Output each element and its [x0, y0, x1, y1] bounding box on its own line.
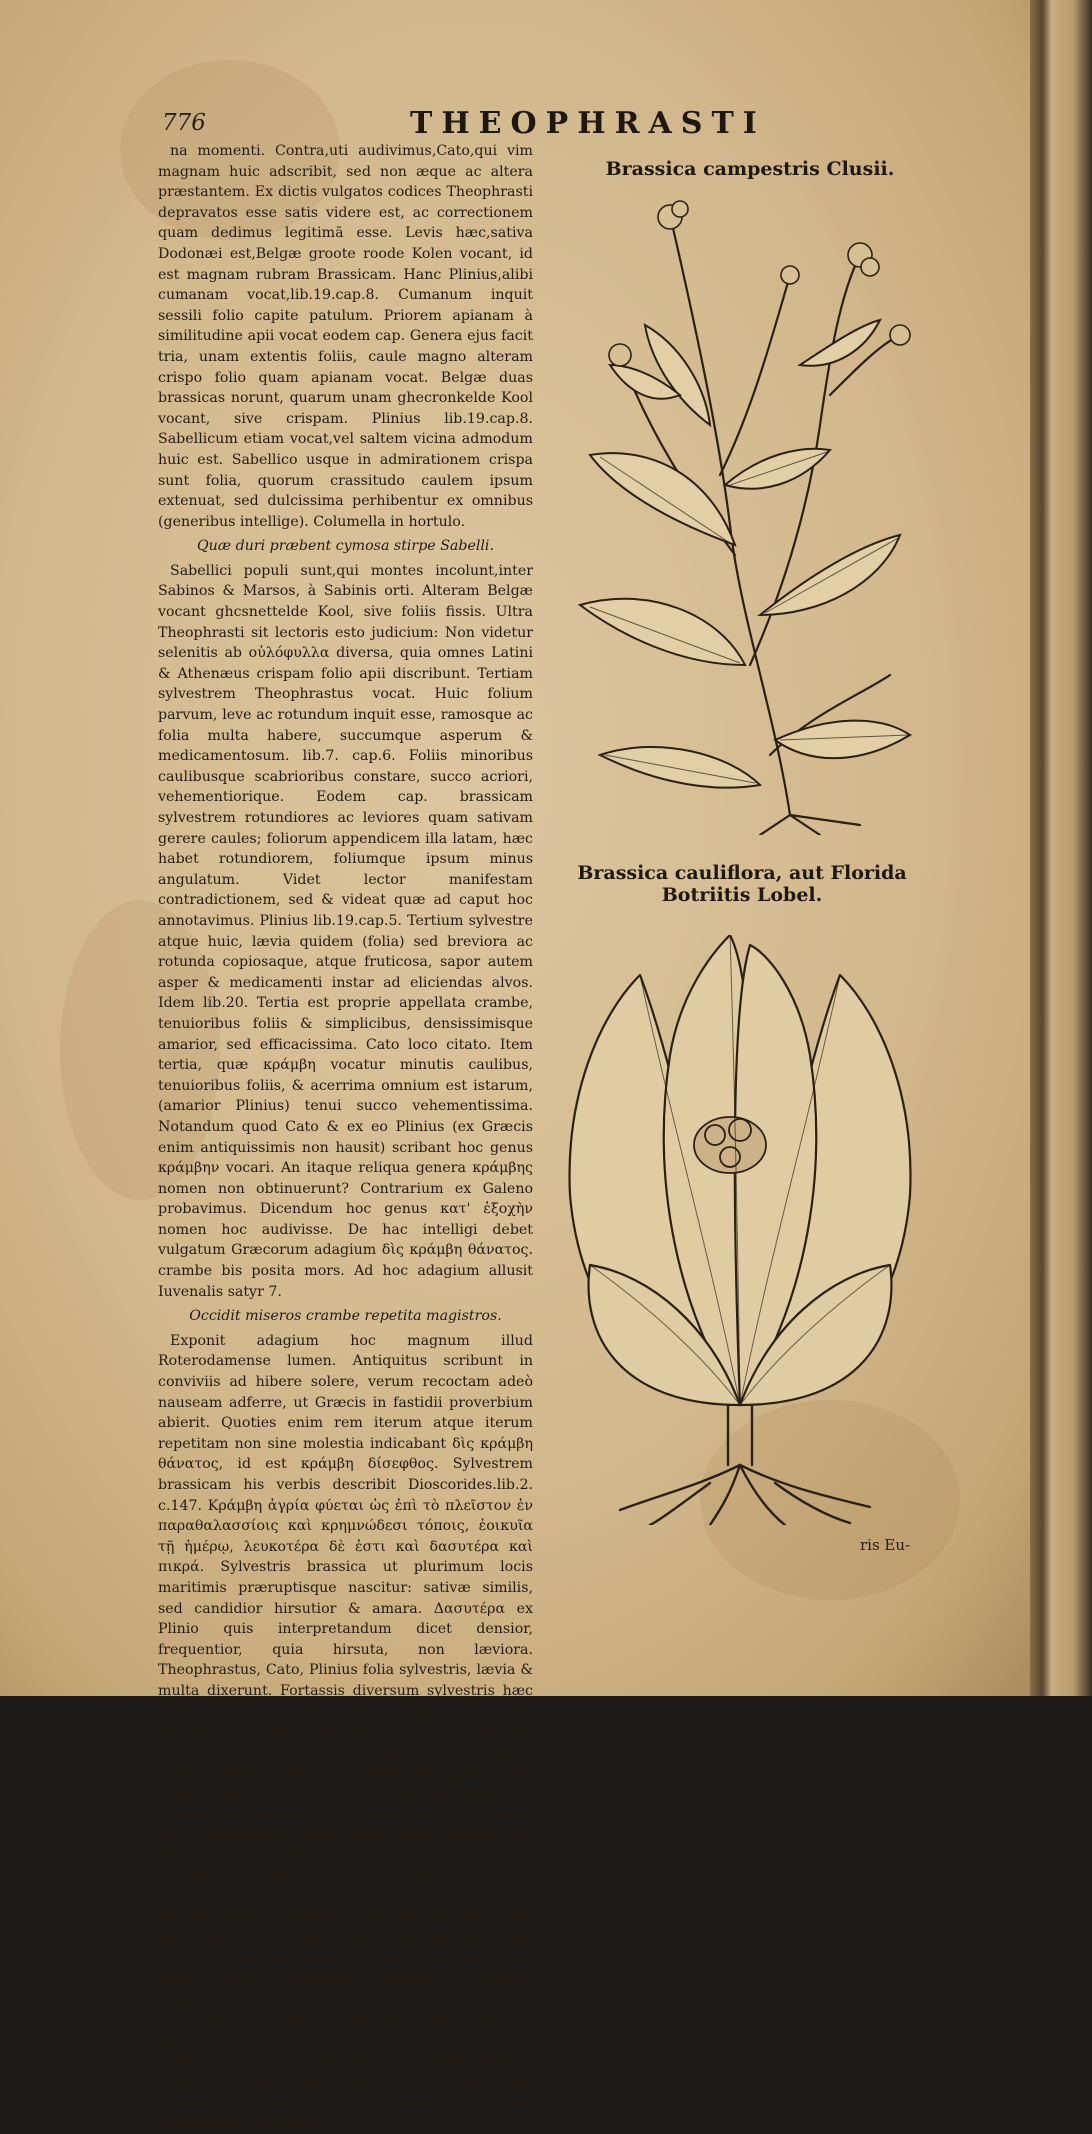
page-number: 776 [162, 110, 206, 136]
book-gutter-next-page [1030, 0, 1092, 1696]
catchword: ris Eu- [860, 1536, 911, 1554]
running-head: THEOPHRASTI [410, 106, 766, 141]
verse-quote: Occidit miseros crambe repetita magistros. [189, 1308, 502, 1325]
paragraph: na momenti. Contra,uti audivimus,Cato,qui vim magnam huic adscribit, sed non æque ac altera præstantem. Ex dictis vulgatos codices Theophrasti depravatos esse satis videre est, ac correctionem quam dedimus legitimā esse. Levis hæc,sativa Dodonæi est,Belgæ groote roode Kolen vocant, id est magnam rubram Brassicam. Hanc Plinius,alibi cumanam vocat,lib.19.cap.8. Cumanum inquit sessili folio capite patulum. Priorem apianam à similitudine apii vocat eodem cap. Genera ejus facit tria, unam extentis foliis, caule magno alteram crispo folio quam apianam vocat. Belgæ duas brassicas norunt, quarum unam ghecronkelde Kool vocant, sive crispam. Plinius lib.19.cap.8. Sabellicum etiam vocat,vel saltem vicina admodum huic est. Sabellico usque in admirationem crispa sunt folia, quorum crassitudo caulem ipsum extenuat, sed dulcissima perhibentur ex omnibus (generibus intellige). Columella in hortulo. [158, 143, 533, 530]
brassica-campestris-woodcut [560, 195, 920, 835]
figure-caption-brassica-campestris: Brassica campestris Clusii. [605, 158, 895, 180]
figure-caption-brassica-cauliflora: Brassica cauliflora, aut Florida Botriitis Lobel. [577, 862, 907, 906]
text-column [158, 141, 533, 2134]
verse-quote: Quæ duri præbent cymosa stirpe Sabelli. [197, 538, 494, 555]
paragraph: Sabellici populi sunt,qui montes incolunt,inter Sabinos & Marsos, à Sabinis orti. Alteram Belgæ vocant ghcsnettelde Kool, sive foliis fissis. Ultra Theophrasti sit lectoris esto judicium: Non videtur selenitis ab οὐλόφυλλα diversa, quia omnes Latini & Athenæus crispam folio apii discribunt. Tertiam sylvestrem Theophrastus vocat. Huic folium parvum, leve ac rotundum inquit esse, ramosque ac folia multa habere, succumque asperum & medicamentosum. lib.7. cap.6. Foliis minoribus caulibusque scabrioribus constare, succo acriori, vehementiorique. Eodem cap. brassicam sylvestrem rotundiores ac leviores quam sativam gerere caules; foliorum appendicem illa latam, hæc habet rotundiorem, foliumque ipsum minus angulatum. Videt lector manifestam contradictionem, sed & videat quæ ad caput hoc annotavimus. Plinius lib.19.cap.5. Tertium sylvestre atque huic, lævia quidem (folia) sed breviora ac rotunda copiosaque, atque fruticosa, sapor autem asper & medicamenti instar ad eliciendas alvos. Idem lib.20. Tertia est proprie appellata crambe, tenuioribus foliis & simplicibus, densissimisque amarior, sed efficacissima. Cato loco citato. Item tertia, quæ κράμβη vocatur minutis caulibus, tenuioribus foliis, & acerrima omnium est istarum, (amarior Plinius) tenui succo vehementissima. Notandum quod Cato & ex eo Plinius (ex Græcis enim antiquissimis non hausit) scribant hoc genus κράμβην vocari. An itaque reliqua genera κράμβης nomen non obtinuerunt? Contrarium ex Galeno probavimus. Dicendum hoc genus κατ' ἐξοχὴν nomen hoc audivisse. De hac intelligi debet vulgatum Græcorum adagium δὶς κράμβη θάνατος. crambe bis posita mors. Ad hoc adagium allusit Iuvenalis satyr 7. [158, 562, 533, 1300]
paragraph: Exponit adagium hoc magnum illud Roterodamense lumen. Antiquitus scribunt in conviviis ad hibere solere, verum recoctam adeò nauseam adferre, ut Græcis in fastidii proverbium abierit. Quoties enim rem iterum atque iterum repetitam non sine molestia indicabant δὶς κράμβη θάνατος, id est κράμβη δίσεφθος. Sylvestrem brassicam his verbis describit Dioscorides.lib.2. c.147. Κράμβη ἀγρία φύεται ὡς ἐπὶ τὸ πλεῖστον ἐν παραθαλασσίοις καὶ κρημνώδεσι τόποις, ἐοικυῖα τῇ ἡμέρῳ, λευκοτέρα δὲ ἐστι καὶ δασυτέρα καὶ πικρά. Sylvestris brassica ut plurimum locis maritimis præruptisque nascitur: sativæ similis, sed candidior hirsutior & amara. Δασυτέρα ex Plinio quis interpretandum dicet densior, frequentior, quia hirsuta, non læviora. Theophrastus, Cato, Plinius folia sylvestris, lævia & multa dixerunt. Fortassis diversum sylvestris hæc brassica genus est à Theophrasti ac Catonis. Siquidem reperitur sylvestris quædam brassica quæ sativæ minori, quam κράμβην Dodonæus vocat, similis esset, nisi hirsutior, albidior, ac sapore amarior foret; folia siquidem, flores, & siliquæ satis respondent. Accedit quod in Zelandia hæc reperiatur altioribus juxta mare tumulis. Nec videtur Dioscoridis sylvestris cum Theophrasti convenire, siquidem Dioscorides brassicam sylvestrem sativæ similem scribit. Theophrastus folium tribuit sylvestri suæ parvum, læve ac rotundum, id est minus crispum & angulatum. Cum ex sativis nullum habeat folium rotundum. Videt etiam lector brassicam κράμβην Dodonæi (nostrates floozen vocant) non esse sylvestrem Græcorum, quia foliis est crispis neutiquā rotundis parvisque, nec etiam multis caulibus foliisque danata. Si brassica perfoliata plura haberet folia ac caules, optimè conveniret; & fortassis alibi copiosioribus caulibus & foliis provenit. Illud etiam indagandum, an halmy- [158, 1332, 533, 2132]
brassica-cauliflora-woodcut [560, 935, 920, 1525]
